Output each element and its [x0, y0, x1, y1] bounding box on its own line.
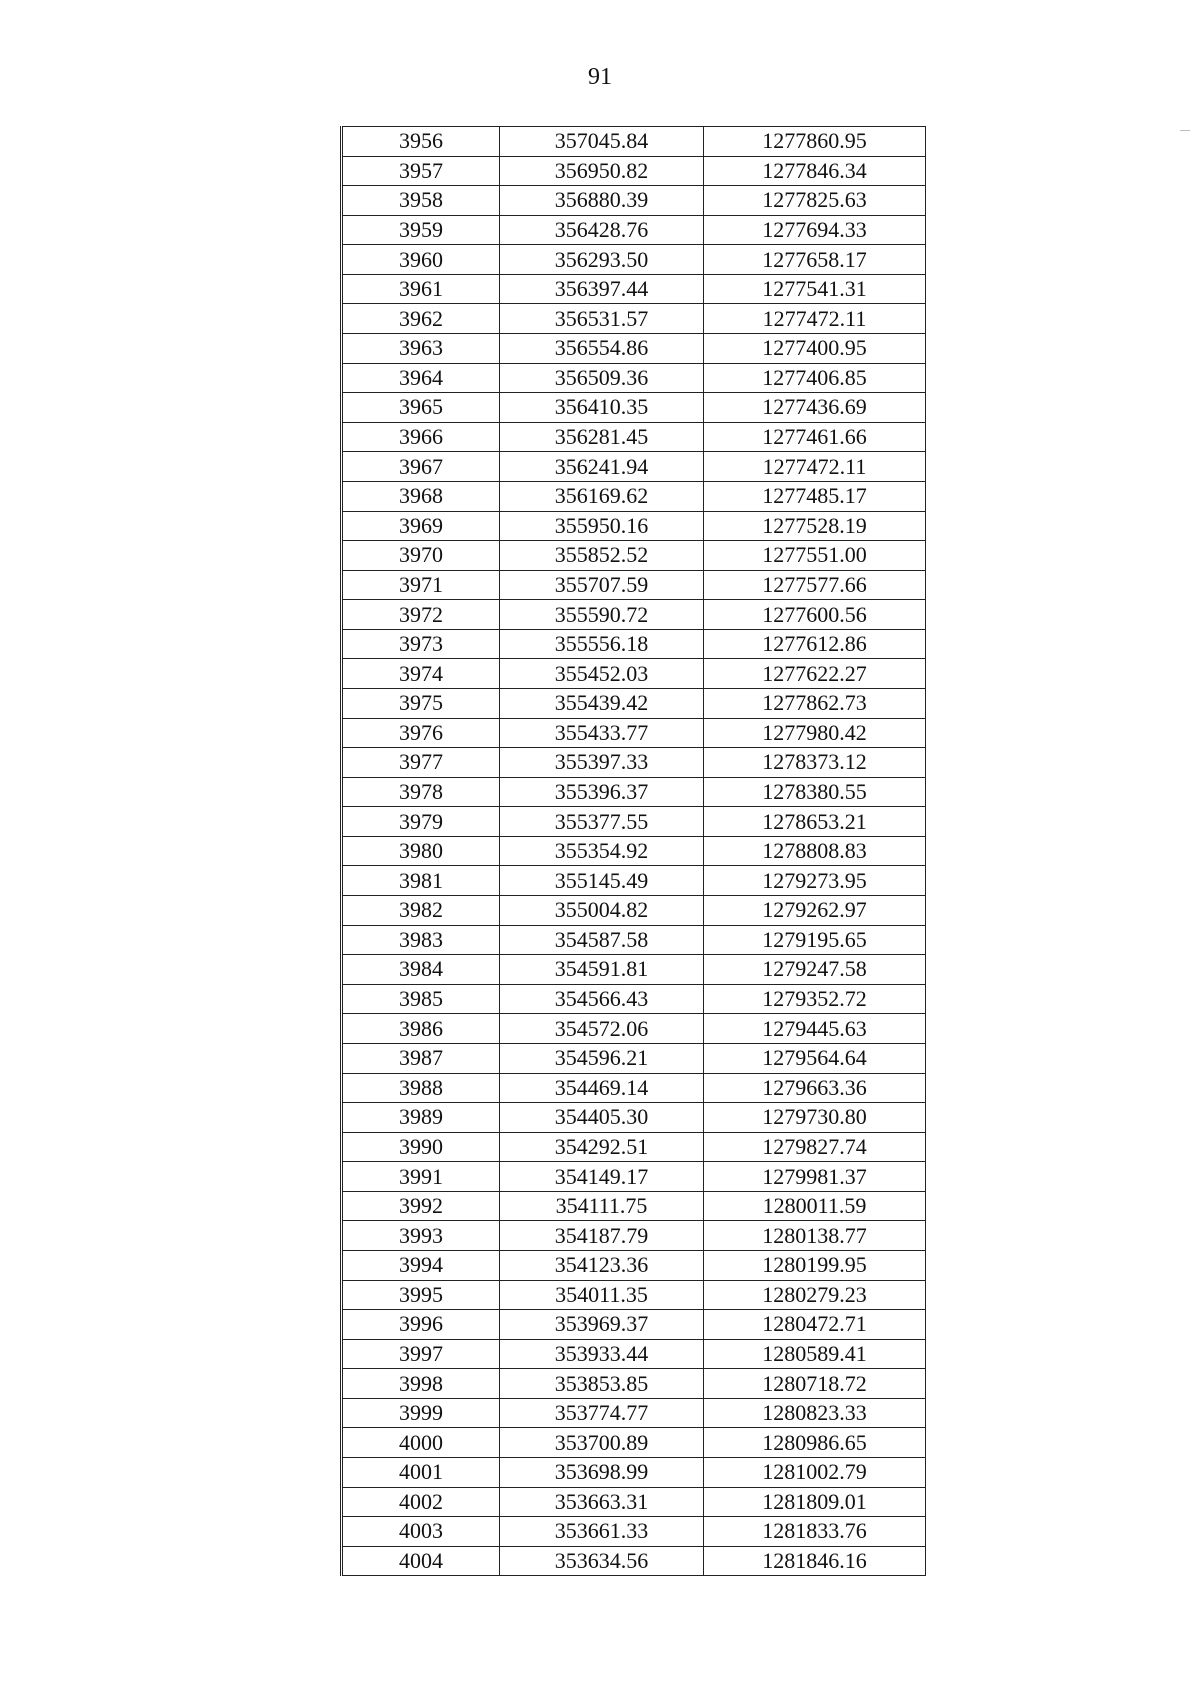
- y-coordinate-cell: 1277846.34: [704, 156, 926, 186]
- point-number-cell: 3966: [342, 422, 500, 452]
- table-row: [342, 1132, 926, 1162]
- y-coordinate-cell: 1277694.33: [704, 215, 926, 245]
- y-coordinate-cell: 1277472.11: [704, 452, 926, 482]
- table-row: [342, 866, 926, 896]
- point-number-cell: 3995: [342, 1280, 500, 1310]
- x-coordinate-cell: 355397.33: [500, 748, 704, 778]
- point-number-cell: 3991: [342, 1162, 500, 1192]
- table-row: [342, 925, 926, 955]
- x-coordinate-cell: 355004.82: [500, 896, 704, 926]
- point-number-cell: 3958: [342, 186, 500, 216]
- table-row: [342, 274, 926, 304]
- x-coordinate-cell: 355556.18: [500, 629, 704, 659]
- x-coordinate-cell: 355433.77: [500, 718, 704, 748]
- point-number-cell: 3977: [342, 748, 500, 778]
- y-coordinate-cell: 1277528.19: [704, 511, 926, 541]
- y-coordinate-cell: 1277622.27: [704, 659, 926, 689]
- point-number-cell: 3999: [342, 1398, 500, 1428]
- x-coordinate-cell: 355707.59: [500, 570, 704, 600]
- y-coordinate-cell: 1278653.21: [704, 807, 926, 837]
- y-coordinate-cell: 1280138.77: [704, 1221, 926, 1251]
- table-row: [342, 304, 926, 334]
- point-number-cell: 3980: [342, 836, 500, 866]
- point-number-cell: 3970: [342, 541, 500, 571]
- point-number-cell: 3963: [342, 334, 500, 364]
- table-row: [342, 1221, 926, 1251]
- table-row: [342, 245, 926, 275]
- table-row: [342, 1369, 926, 1399]
- point-number-cell: 3984: [342, 955, 500, 985]
- x-coordinate-cell: 354572.06: [500, 1014, 704, 1044]
- point-number-cell: 4002: [342, 1487, 500, 1517]
- x-coordinate-cell: 355439.42: [500, 688, 704, 718]
- point-number-cell: 3997: [342, 1339, 500, 1369]
- x-coordinate-cell: 354596.21: [500, 1043, 704, 1073]
- point-number-cell: 3993: [342, 1221, 500, 1251]
- table-row: [342, 422, 926, 452]
- y-coordinate-cell: 1279730.80: [704, 1103, 926, 1133]
- table-row: [342, 1162, 926, 1192]
- point-number-cell: 3998: [342, 1369, 500, 1399]
- x-coordinate-cell: 356397.44: [500, 274, 704, 304]
- point-number-cell: 4001: [342, 1458, 500, 1488]
- table-row: [342, 748, 926, 778]
- y-coordinate-cell: 1277472.11: [704, 304, 926, 334]
- table-row: [342, 1191, 926, 1221]
- point-number-cell: 3976: [342, 718, 500, 748]
- y-coordinate-cell: 1277612.86: [704, 629, 926, 659]
- y-coordinate-cell: 1279445.63: [704, 1014, 926, 1044]
- table-row: [342, 955, 926, 985]
- y-coordinate-cell: 1277862.73: [704, 688, 926, 718]
- point-number-cell: 3994: [342, 1250, 500, 1280]
- y-coordinate-cell: 1281002.79: [704, 1458, 926, 1488]
- table-row: [342, 1487, 926, 1517]
- y-coordinate-cell: 1281846.16: [704, 1546, 926, 1576]
- point-number-cell: 3962: [342, 304, 500, 334]
- y-coordinate-cell: 1280199.95: [704, 1250, 926, 1280]
- table-row: [342, 1339, 926, 1369]
- point-number-cell: 3979: [342, 807, 500, 837]
- y-coordinate-cell: 1279827.74: [704, 1132, 926, 1162]
- x-coordinate-cell: 355396.37: [500, 777, 704, 807]
- page-number: 91: [588, 64, 612, 90]
- y-coordinate-cell: 1280823.33: [704, 1398, 926, 1428]
- point-number-cell: 3964: [342, 363, 500, 393]
- point-number-cell: 3959: [342, 215, 500, 245]
- y-coordinate-cell: 1277436.69: [704, 393, 926, 423]
- point-number-cell: 3989: [342, 1103, 500, 1133]
- x-coordinate-cell: 354123.36: [500, 1250, 704, 1280]
- point-number-cell: 3982: [342, 896, 500, 926]
- y-coordinate-cell: 1280718.72: [704, 1369, 926, 1399]
- point-number-cell: 3967: [342, 452, 500, 482]
- point-number-cell: 3972: [342, 600, 500, 630]
- point-number-cell: 3960: [342, 245, 500, 275]
- table-row: [342, 1250, 926, 1280]
- table-row: [342, 1428, 926, 1458]
- point-number-cell: 3961: [342, 274, 500, 304]
- table-row: [342, 570, 926, 600]
- point-number-cell: 3968: [342, 481, 500, 511]
- x-coordinate-cell: 356293.50: [500, 245, 704, 275]
- y-coordinate-cell: 1279273.95: [704, 866, 926, 896]
- y-coordinate-cell: 1279564.64: [704, 1043, 926, 1073]
- point-number-cell: 3990: [342, 1132, 500, 1162]
- table-row: [342, 452, 926, 482]
- x-coordinate-cell: 355145.49: [500, 866, 704, 896]
- y-coordinate-cell: 1278373.12: [704, 748, 926, 778]
- table-row: [342, 186, 926, 216]
- y-coordinate-cell: 1279247.58: [704, 955, 926, 985]
- point-number-cell: 3986: [342, 1014, 500, 1044]
- point-number-cell: 3996: [342, 1310, 500, 1340]
- table-row: [342, 1310, 926, 1340]
- x-coordinate-cell: 353698.99: [500, 1458, 704, 1488]
- table-row: [342, 363, 926, 393]
- x-coordinate-cell: 353933.44: [500, 1339, 704, 1369]
- x-coordinate-cell: 357045.84: [500, 127, 704, 157]
- table-row: [342, 156, 926, 186]
- table-row: [342, 1546, 926, 1576]
- table-row: [342, 807, 926, 837]
- table-row: [342, 215, 926, 245]
- x-coordinate-cell: 355590.72: [500, 600, 704, 630]
- y-coordinate-cell: 1277551.00: [704, 541, 926, 571]
- x-coordinate-cell: 354587.58: [500, 925, 704, 955]
- y-coordinate-cell: 1277860.95: [704, 127, 926, 157]
- x-coordinate-cell: 355377.55: [500, 807, 704, 837]
- table-row: [342, 896, 926, 926]
- table-row: [342, 1103, 926, 1133]
- point-number-cell: 3965: [342, 393, 500, 423]
- x-coordinate-cell: 356531.57: [500, 304, 704, 334]
- table-row: [342, 393, 926, 423]
- x-coordinate-cell: 354011.35: [500, 1280, 704, 1310]
- point-number-cell: 3957: [342, 156, 500, 186]
- y-coordinate-cell: 1277400.95: [704, 334, 926, 364]
- x-coordinate-cell: 353774.77: [500, 1398, 704, 1428]
- x-coordinate-cell: 356281.45: [500, 422, 704, 452]
- table-row: [342, 629, 926, 659]
- table-row: [342, 718, 926, 748]
- point-number-cell: 3981: [342, 866, 500, 896]
- x-coordinate-cell: 355452.03: [500, 659, 704, 689]
- x-coordinate-cell: 356428.76: [500, 215, 704, 245]
- table-row: [342, 659, 926, 689]
- x-coordinate-cell: 356410.35: [500, 393, 704, 423]
- point-number-cell: 3973: [342, 629, 500, 659]
- point-number-cell: 3988: [342, 1073, 500, 1103]
- x-coordinate-cell: 353700.89: [500, 1428, 704, 1458]
- table-row: [342, 1014, 926, 1044]
- x-coordinate-cell: 356880.39: [500, 186, 704, 216]
- x-coordinate-cell: 353634.56: [500, 1546, 704, 1576]
- point-number-cell: 3978: [342, 777, 500, 807]
- x-coordinate-cell: 356950.82: [500, 156, 704, 186]
- coordinates-table-body: [342, 127, 926, 1576]
- x-coordinate-cell: 354591.81: [500, 955, 704, 985]
- y-coordinate-cell: 1279981.37: [704, 1162, 926, 1192]
- y-coordinate-cell: 1281809.01: [704, 1487, 926, 1517]
- point-number-cell: 3969: [342, 511, 500, 541]
- scan-artifact-mark: [1180, 130, 1190, 131]
- x-coordinate-cell: 355950.16: [500, 511, 704, 541]
- y-coordinate-cell: 1280011.59: [704, 1191, 926, 1221]
- y-coordinate-cell: 1277825.63: [704, 186, 926, 216]
- x-coordinate-cell: 354292.51: [500, 1132, 704, 1162]
- x-coordinate-cell: 356169.62: [500, 481, 704, 511]
- y-coordinate-cell: 1277980.42: [704, 718, 926, 748]
- x-coordinate-cell: 356509.36: [500, 363, 704, 393]
- x-coordinate-cell: 353661.33: [500, 1517, 704, 1547]
- table-row: [342, 1280, 926, 1310]
- table-row: [342, 777, 926, 807]
- point-number-cell: 3983: [342, 925, 500, 955]
- table-row: [342, 334, 926, 364]
- table-row: [342, 511, 926, 541]
- table-row: [342, 127, 926, 157]
- y-coordinate-cell: 1277485.17: [704, 481, 926, 511]
- y-coordinate-cell: 1277541.31: [704, 274, 926, 304]
- x-coordinate-cell: 356554.86: [500, 334, 704, 364]
- point-number-cell: 3985: [342, 984, 500, 1014]
- y-coordinate-cell: 1280279.23: [704, 1280, 926, 1310]
- y-coordinate-cell: 1278380.55: [704, 777, 926, 807]
- y-coordinate-cell: 1279352.72: [704, 984, 926, 1014]
- point-number-cell: 4004: [342, 1546, 500, 1576]
- y-coordinate-cell: 1281833.76: [704, 1517, 926, 1547]
- table-row: [342, 984, 926, 1014]
- x-coordinate-cell: 354187.79: [500, 1221, 704, 1251]
- point-number-cell: 3992: [342, 1191, 500, 1221]
- table-row: [342, 481, 926, 511]
- point-number-cell: 3971: [342, 570, 500, 600]
- table-row: [342, 1073, 926, 1103]
- x-coordinate-cell: 353663.31: [500, 1487, 704, 1517]
- y-coordinate-cell: 1280986.65: [704, 1428, 926, 1458]
- point-number-cell: 4003: [342, 1517, 500, 1547]
- x-coordinate-cell: 356241.94: [500, 452, 704, 482]
- x-coordinate-cell: 353853.85: [500, 1369, 704, 1399]
- x-coordinate-cell: 355354.92: [500, 836, 704, 866]
- y-coordinate-cell: 1279262.97: [704, 896, 926, 926]
- y-coordinate-cell: 1277461.66: [704, 422, 926, 452]
- x-coordinate-cell: 354405.30: [500, 1103, 704, 1133]
- x-coordinate-cell: 354111.75: [500, 1191, 704, 1221]
- y-coordinate-cell: 1279195.65: [704, 925, 926, 955]
- x-coordinate-cell: 355852.52: [500, 541, 704, 571]
- table-row: [342, 1043, 926, 1073]
- x-coordinate-cell: 354566.43: [500, 984, 704, 1014]
- y-coordinate-cell: 1280472.71: [704, 1310, 926, 1340]
- table-row: [342, 1398, 926, 1428]
- point-number-cell: 3975: [342, 688, 500, 718]
- table-row: [342, 688, 926, 718]
- y-coordinate-cell: 1277577.66: [704, 570, 926, 600]
- coordinates-table: [340, 126, 926, 1576]
- y-coordinate-cell: 1278808.83: [704, 836, 926, 866]
- y-coordinate-cell: 1279663.36: [704, 1073, 926, 1103]
- point-number-cell: 3987: [342, 1043, 500, 1073]
- y-coordinate-cell: 1280589.41: [704, 1339, 926, 1369]
- x-coordinate-cell: 354149.17: [500, 1162, 704, 1192]
- x-coordinate-cell: 354469.14: [500, 1073, 704, 1103]
- x-coordinate-cell: 353969.37: [500, 1310, 704, 1340]
- y-coordinate-cell: 1277600.56: [704, 600, 926, 630]
- table-row: [342, 1517, 926, 1547]
- point-number-cell: 3956: [342, 127, 500, 157]
- point-number-cell: 3974: [342, 659, 500, 689]
- table-row: [342, 600, 926, 630]
- table-row: [342, 541, 926, 571]
- y-coordinate-cell: 1277406.85: [704, 363, 926, 393]
- point-number-cell: 4000: [342, 1428, 500, 1458]
- y-coordinate-cell: 1277658.17: [704, 245, 926, 275]
- table-row: [342, 836, 926, 866]
- table-row: [342, 1458, 926, 1488]
